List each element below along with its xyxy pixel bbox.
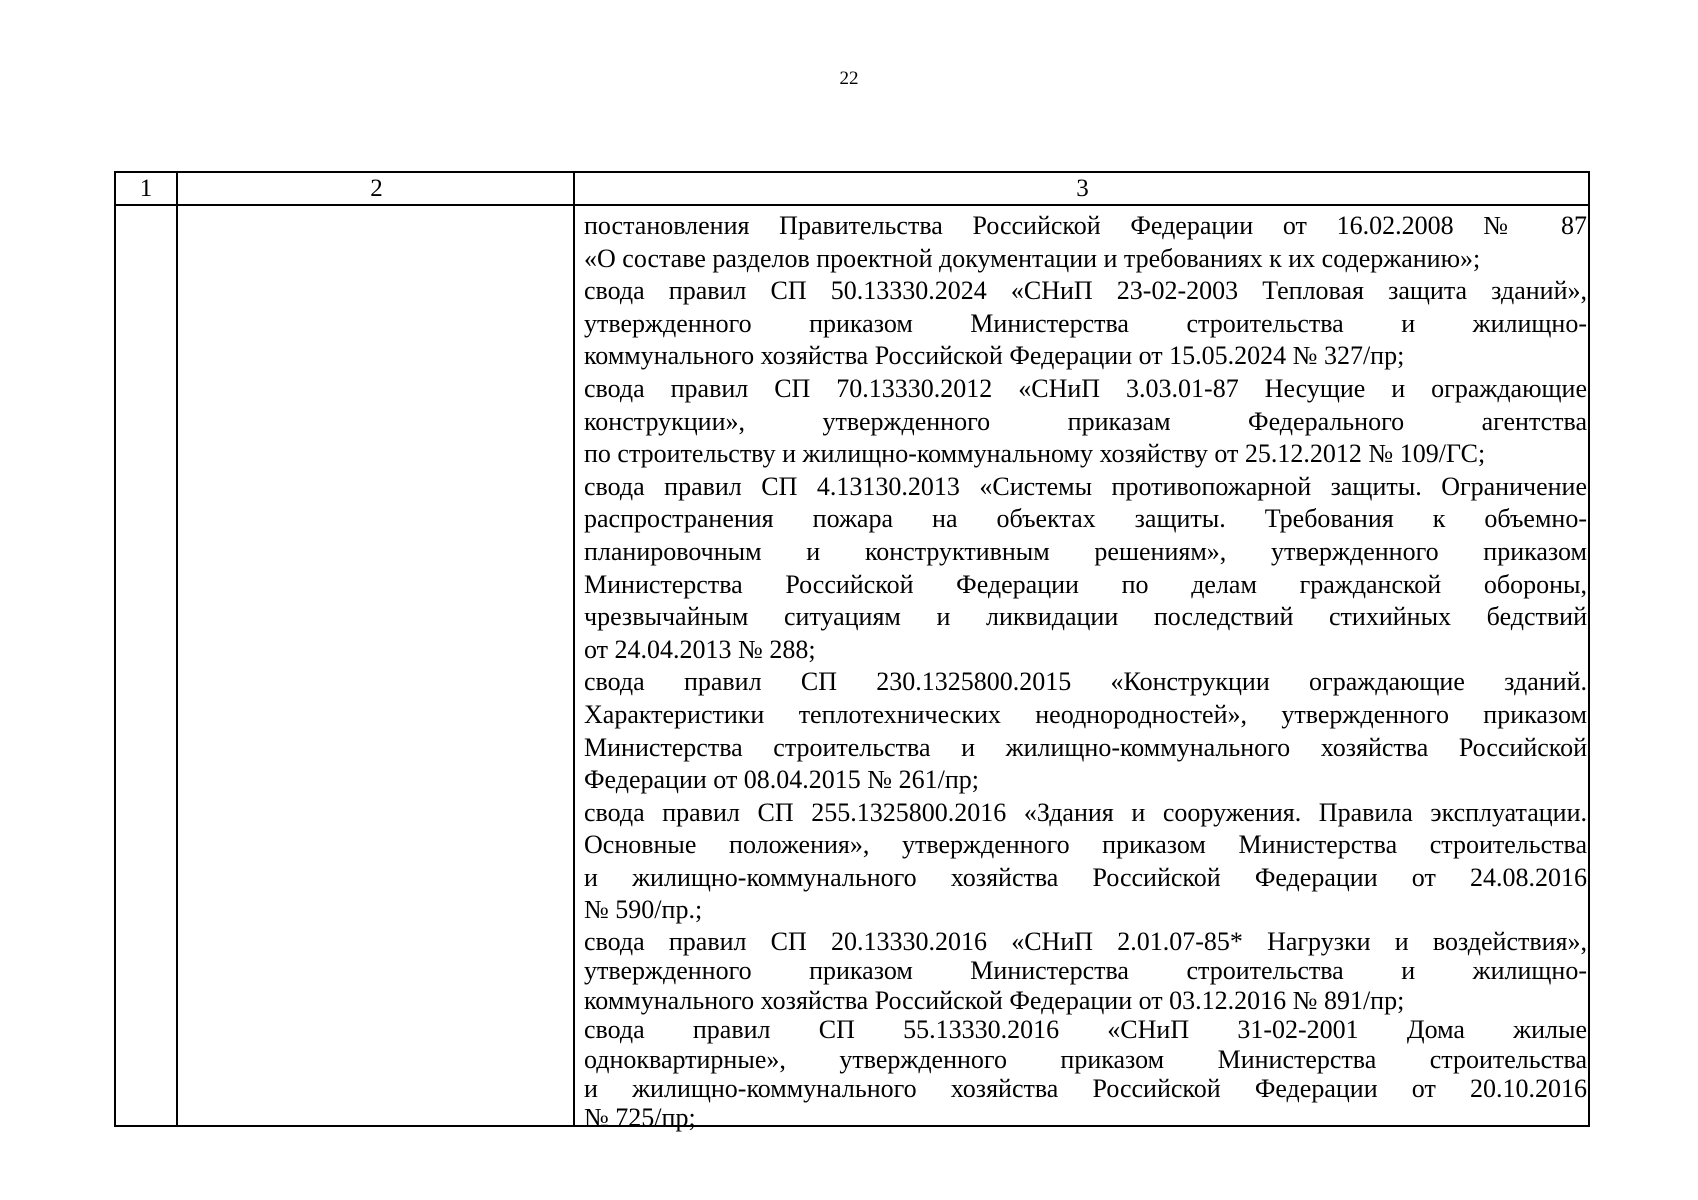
text-line: свода правил СП 230.1325800.2015 «Конструкции ограждающие зданий. xyxy=(584,667,1587,697)
header-cell-2: 2 xyxy=(370,175,383,202)
text-line: и жилищно-коммунального хозяйства Российской Федерации от 20.10.2016 xyxy=(584,1074,1587,1104)
text-line: планировочным и конструктивным решениям», утвержденного приказом xyxy=(584,536,1587,566)
text-line: Федерации от 08.04.2015 № 261/пр; xyxy=(584,765,979,795)
text-line: Основные положения», утвержденного приказом Министерства строительства xyxy=(584,830,1587,860)
text-line: распространения пожара на объектах защиты. Требования к объемно- xyxy=(584,504,1587,534)
text-line: свода правил СП 55.13330.2016 «СНиП 31-02-2001 Дома жилые xyxy=(584,1015,1587,1045)
page-number: 22 xyxy=(839,68,859,89)
text-line: и жилищно-коммунального хозяйства Российской Федерации от 24.08.2016 xyxy=(584,862,1587,892)
header-cell-1: 1 xyxy=(139,175,153,202)
column-3-cell xyxy=(584,210,1587,1133)
document-table xyxy=(114,171,1590,1133)
text-line: свода правил СП 255.1325800.2016 «Здания и сооружения. Правила эксплуатации. xyxy=(584,797,1587,827)
header-cell-3: 3 xyxy=(1076,175,1089,202)
text-line: Характеристики теплотехнических неоднородностей», утвержденного приказом xyxy=(584,699,1587,729)
text-line: свода правил СП 70.13330.2012 «СНиП 3.03.01-87 Несущие и ограждающие xyxy=(584,373,1587,403)
text-line: коммунального хозяйства Российской Федерации от 15.05.2024 № 327/пр; xyxy=(584,341,1405,371)
text-line: по строительству и жилищно-коммунальному хозяйству от 25.12.2012 № 109/ГС; xyxy=(584,439,1486,469)
text-line: одноквартирные», утвержденного приказом Министерства строительства xyxy=(584,1044,1587,1074)
text-line: чрезвычайным ситуациям и ликвидации последствий стихийных бедствий xyxy=(584,602,1587,632)
text-line: утвержденного приказом Министерства строительства и жилищно- xyxy=(584,956,1587,986)
text-line: Министерства Российской Федерации по делам гражданской обороны, xyxy=(584,569,1587,599)
text-line: конструкции», утвержденного приказам Федерального агентства xyxy=(584,406,1587,436)
text-line: свода правил СП 20.13330.2016 «СНиП 2.01.07-85* Нагрузки и воздействия», xyxy=(584,927,1587,957)
text-line: коммунального хозяйства Российской Федерации от 03.12.2016 № 891/пр; xyxy=(584,985,1405,1015)
text-line: свода правил СП 50.13330.2024 «СНиП 23-02-2003 Тепловая защита зданий», xyxy=(584,276,1587,306)
text-line: «О составе разделов проектной документации и требованиях к их содержанию»; xyxy=(584,243,1481,273)
text-line: № 725/пр; xyxy=(584,1103,696,1133)
text-line: № 590/пр.; xyxy=(584,895,703,925)
column-divider xyxy=(176,173,178,1125)
table-header-row xyxy=(116,173,1588,206)
column-divider xyxy=(573,173,575,1125)
text-line: свода правил СП 4.13130.2013 «Системы противопожарной защиты. Ограничение xyxy=(584,471,1587,501)
text-line: утвержденного приказом Министерства строительства и жилищно- xyxy=(584,308,1587,338)
text-line: Министерства строительства и жилищно-коммунального хозяйства Российской xyxy=(584,732,1587,762)
text-line: постановления Правительства Российской Федерации от 16.02.2008 № 87 xyxy=(584,211,1587,240)
text-line: от 24.04.2013 № 288; xyxy=(584,634,816,664)
